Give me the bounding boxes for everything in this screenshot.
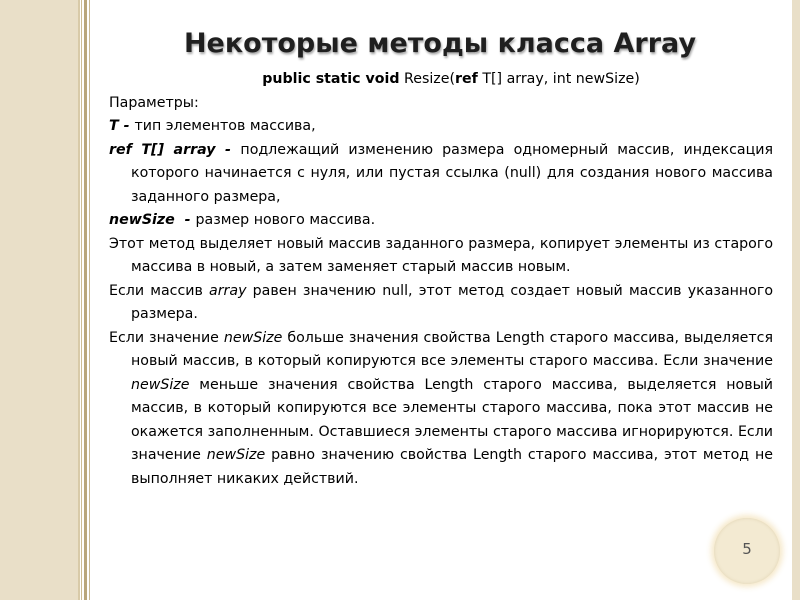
size-cases-text: меньше значения свойства Length старого массива, выделяется новый массив, в который копируются все элементы старого массива, пока этот массив не окажется заполненным. Оставшиеся элементы старого массива игнорируются. Если значение	[131, 376, 773, 463]
param-array	[109, 139, 773, 210]
signature-modifiers: public static void	[262, 71, 400, 87]
left-divider-line	[89, 0, 90, 600]
size-cases-text: Если значение	[109, 329, 224, 346]
method-description: Этот метод выделяет новый массив заданного размера, копирует элементы из старого массива в новый, а затем заменяет старый массив новым.	[109, 235, 773, 275]
slide-body	[109, 68, 773, 491]
size-cases-paragraph	[109, 327, 773, 492]
page-number: 5	[742, 540, 752, 558]
signature-ref-keyword: ref	[455, 71, 478, 87]
left-decorative-panel	[0, 0, 78, 600]
page-number-badge	[714, 518, 780, 584]
param-newsize	[109, 209, 773, 233]
newsize-term: newSize	[223, 329, 283, 346]
newsize-term: newSize	[131, 376, 190, 393]
null-case-text: Если массив	[109, 282, 210, 299]
signature-method: Resize(	[399, 71, 456, 87]
param-array-desc: подлежащий изменению размера одномерный массив, индексация которого начинается с нуля, или пустая ссылка (null) для создания нового массива заданного размера,	[131, 141, 773, 205]
param-array-name: ref T[] array -	[109, 141, 241, 158]
null-case-text: равен значению null, этот метод создает новый массив указанного размера.	[131, 282, 774, 322]
param-t-desc: тип элементов массива,	[134, 118, 316, 134]
size-cases-text: равно значению свойства Length старого массива, этот метод не выполняет никаких действий.	[131, 447, 773, 487]
param-t-name: T -	[109, 118, 135, 134]
param-newsize-desc: размер нового массива.	[195, 212, 376, 228]
null-case-term: array	[209, 282, 247, 299]
slide-title: Некоторые методы класса Array	[183, 28, 697, 59]
method-signature	[109, 68, 773, 92]
param-newsize-name: newSize -	[109, 212, 196, 228]
newsize-term: newSize	[206, 447, 266, 463]
null-case-paragraph	[109, 280, 773, 327]
left-divider-line	[84, 0, 87, 600]
param-t	[109, 115, 773, 139]
params-heading: Параметры:	[109, 94, 199, 111]
size-cases-text: больше значения свойства Length старого массива, выделяется новый массив, в который копируются все элементы старого массива. Если значение	[131, 329, 773, 369]
left-divider-line	[81, 0, 82, 600]
right-decorative-panel	[792, 0, 800, 600]
left-divider-line	[78, 0, 80, 600]
signature-params: T[] array, int newSize)	[477, 71, 640, 87]
